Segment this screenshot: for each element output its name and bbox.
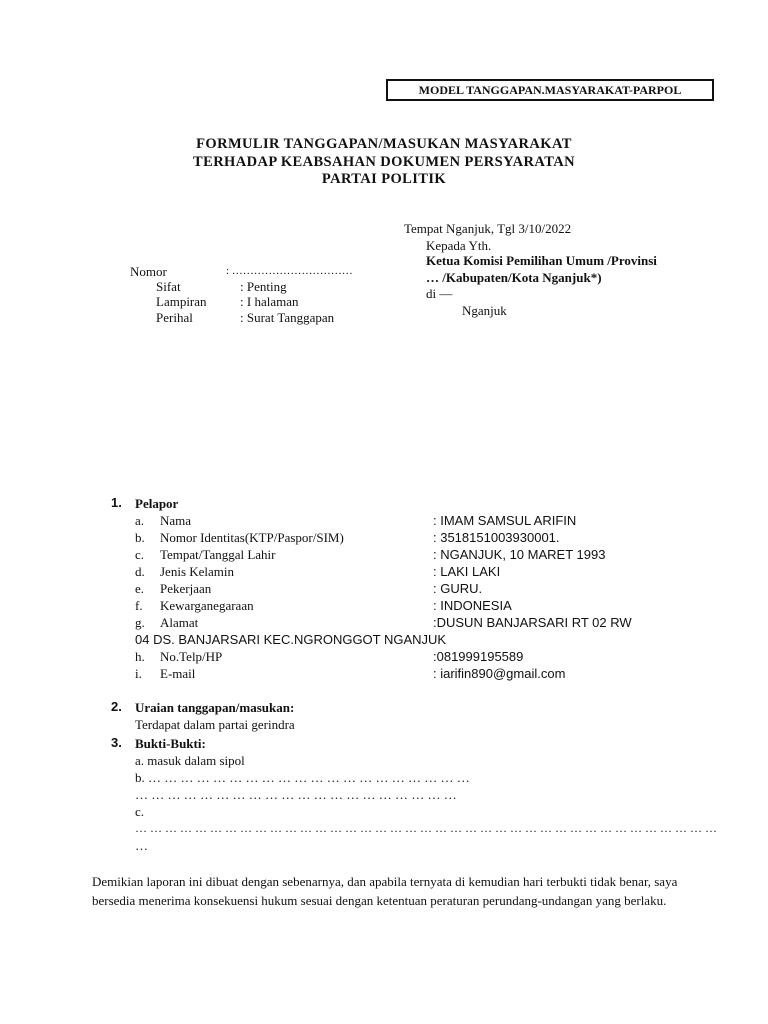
recipient-di: di — [426,286,453,301]
lampiran-value: : I halaman [240,294,299,309]
recipient-line2: … /Kabupaten/Kota Nganjuk*) [426,270,602,285]
recipient-city: Nganjuk [462,303,507,318]
sifat-label: Sifat [156,279,181,294]
address-continuation: 04 DS. BANJARSARI KEC.NGRONGGOT NGANJUK [135,632,447,647]
row-e-letter: e. [135,581,145,596]
row-d-value: : LAKI LAKI [433,564,501,579]
section2-heading: Uraian tanggapan/masukan: [135,700,295,715]
evidence-item-c-cont: … … … … … … … … … … … … … … … … … … … … … … … … … … … … … … … … … … … … … … … [135,821,717,835]
model-label-box [386,79,714,101]
row-a-letter: a. [135,513,145,528]
recipient-line1: Ketua Komisi Pemilihan Umum /Provinsi [426,253,657,268]
section2-number: 2. [111,699,122,714]
row-e-value: : GURU. [433,581,483,596]
row-g-label: Alamat [160,615,199,630]
lampiran-label: Lampiran [156,294,207,309]
evidence-item-c: c. [135,804,145,819]
row-h-value: :081999195589 [433,649,524,664]
row-f-value: : INDONESIA [433,598,512,613]
evidence-item-c-cont2: … [135,838,148,853]
row-h-label: No.Telp/HP [160,649,223,664]
row-i-letter: i. [135,666,142,681]
section1-number: 1. [111,495,122,510]
place-date: Tempat Nganjuk, Tgl 3/10/2022 [404,221,572,236]
row-g-letter: g. [135,615,145,630]
form-title-line2: TERHADAP KEABSAHAN DOKUMEN PERSYARATAN [193,154,575,170]
row-a-value: : IMAM SAMSUL ARIFIN [433,513,577,528]
row-b-label: Nomor Identitas(KTP/Paspor/SIM) [160,530,344,545]
row-b-letter: b. [135,530,145,545]
nomor-label: Nomor [130,264,167,279]
evidence-item-a: a. masuk dalam sipol [135,753,245,768]
section3-heading: Bukti-Bukti: [135,736,206,751]
nomor-value: : …………………………… [226,265,353,277]
section1-heading: Pelapor [135,496,179,511]
row-c-label: Tempat/Tanggal Lahir [160,547,276,562]
row-c-letter: c. [135,547,145,562]
perihal-label: Perihal [156,310,193,325]
row-a-label: Nama [160,513,192,528]
row-g-value: :DUSUN BANJARSARI RT 02 RW [433,615,632,630]
model-label: MODEL TANGGAPAN.MASYARAKAT-PARPOL [418,83,682,97]
row-b-value: : 3518151003930001. [433,530,560,545]
perihal-value: : Surat Tanggapan [240,310,335,325]
form-title-line3: PARTAI POLITIK [321,171,447,187]
row-h-letter: h. [135,649,145,664]
row-f-letter: f. [135,598,143,613]
evidence-item-b-cont: … … … … … … … … … … … … … … … … … … … … [135,787,457,802]
closing-paragraph: Demikian laporan ini dibuat dengan sebenarnya, dan apabila ternyata di kemudian hari terbukti tidak benar, saya bersedia menerima konsekuensi hukum sesuai dengan ketentuan peraturan perundang-undangan yang berlaku. [92,874,678,908]
section2-text: Terdapat dalam partai gerindra [135,717,295,732]
row-e-label: Pekerjaan [160,581,212,596]
sifat-value: : Penting [240,279,287,294]
row-d-letter: d. [135,564,145,579]
row-d-label: Jenis Kelamin [160,564,235,579]
row-i-value: : iarifin890@gmail.com [433,666,566,681]
row-i-label: E-mail [160,666,196,681]
recipient-salutation: Kepada Yth. [426,238,492,253]
row-f-label: Kewarganegaraan [160,598,254,613]
evidence-item-b: b. … … … … … … … … … … … … … … … … … … … … [135,770,470,785]
row-c-value: : NGANJUK, 10 MARET 1993 [433,547,606,562]
form-title-line1: FORMULIR TANGGAPAN/MASUKAN MASYARAKAT [196,136,572,152]
section3-number: 3. [111,735,122,750]
